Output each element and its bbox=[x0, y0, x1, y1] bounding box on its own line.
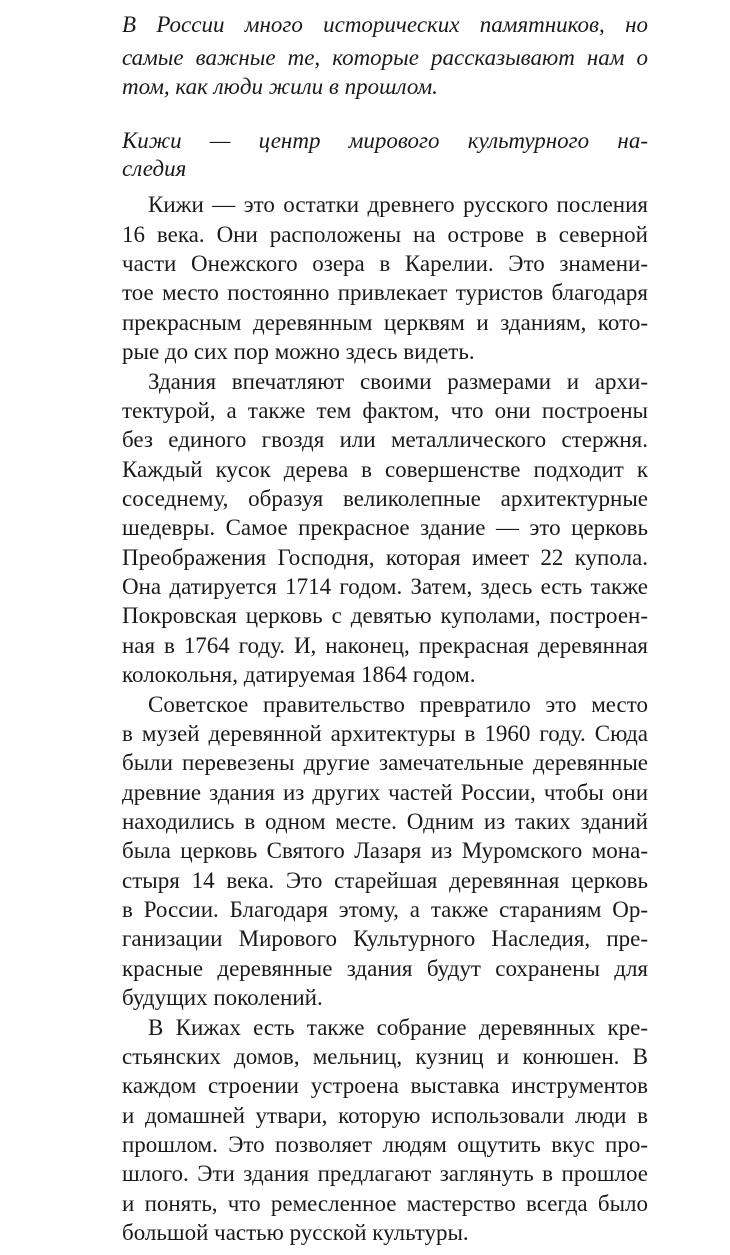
heading-line: следия bbox=[122, 156, 187, 181]
text-line: была церковь Святого Лазаря из Муромского мона- bbox=[122, 838, 648, 863]
heading-line: Кижи — центр мирового культурного на- bbox=[122, 128, 648, 153]
text-line: Кижи — это остатки древнего русского посления bbox=[148, 192, 648, 217]
text-line: и домашней утвари, которую использовали люди в bbox=[122, 1103, 648, 1128]
text-line: В Кижах есть также собрание деревянных кре- bbox=[148, 1015, 648, 1040]
text-line: были перевезены другие замечательные деревянные bbox=[122, 750, 648, 775]
text-line: каждом строении устроена выставка инструментов bbox=[122, 1073, 648, 1098]
text-line: в России. Благодаря этому, а также стараниям Ор- bbox=[122, 897, 648, 922]
text-line: прошлом. Это позволяет людям ощутить вкус про- bbox=[122, 1132, 648, 1157]
text-line: Советское правительство превратило это место bbox=[148, 692, 648, 717]
intro-line: том, как люди жили в прошлом. bbox=[122, 74, 438, 99]
text-line: шедевры. Самое прекрасное здание — это церковь bbox=[122, 515, 648, 540]
text-line: Здания впечатляют своими размерами и архи- bbox=[148, 369, 648, 394]
text-line: древние здания из других частей России, чтобы они bbox=[122, 780, 648, 805]
text-line: будущих поколений. bbox=[122, 985, 323, 1010]
text-line: стьянских домов, мельниц, кузниц и конюшен. В bbox=[122, 1044, 648, 1069]
text-line: большой частью русской культуры. bbox=[122, 1220, 469, 1245]
text-line: части Онежского озера в Карелии. Это знамени- bbox=[122, 251, 648, 276]
text-line: соседнему, образуя великолепные архитектурные bbox=[122, 486, 648, 511]
text-line: Преображения Господня, которая имеет 22 купола. bbox=[122, 545, 648, 570]
text-line: тектурой, а также тем фактом, что они построены bbox=[122, 398, 648, 423]
text-line: 16 века. Они расположены на острове в северной bbox=[122, 222, 648, 247]
text-line: Покровская церковь с девятью куполами, построен- bbox=[122, 603, 648, 628]
intro-line: самые важные те, которые рассказывают нам о bbox=[122, 45, 648, 70]
text-line: Каждый кусок дерева в совершенстве подходит к bbox=[122, 457, 648, 482]
text-line: колокольня, датируемая 1864 годом. bbox=[122, 662, 476, 687]
text-line: шлого. Эти здания предлагают заглянуть в прошлое bbox=[122, 1161, 648, 1186]
text-line: тое место постоянно привлекает туристов благодаря bbox=[122, 280, 648, 305]
text-line: красные деревянные здания будут сохранены для bbox=[122, 956, 648, 981]
text-line: Она датируется 1714 годом. Затем, здесь есть также bbox=[122, 574, 648, 599]
text-line: и понять, что ремесленное мастерство всегда было bbox=[122, 1191, 648, 1216]
text-line: ная в 1764 году. И, наконец, прекрасная деревянная bbox=[122, 633, 648, 658]
text-line: без единого гвоздя или металлического стержня. bbox=[122, 427, 648, 452]
text-line: прекрасным деревянным церквям и зданиям, кото- bbox=[122, 310, 648, 335]
text-line: ганизации Мирового Культурного Наследия, пре- bbox=[122, 926, 648, 951]
intro-line: В России много исторических памятников, но bbox=[122, 12, 648, 37]
text-line: находились в одном месте. Одним из таких зданий bbox=[122, 809, 648, 834]
text-line: в музей деревянной архитектуры в 1960 году. Сюда bbox=[122, 721, 648, 746]
text-line: рые до сих пор можно здесь видеть. bbox=[122, 339, 475, 364]
text-line: стыря 14 века. Это старейшая деревянная церковь bbox=[122, 868, 648, 893]
